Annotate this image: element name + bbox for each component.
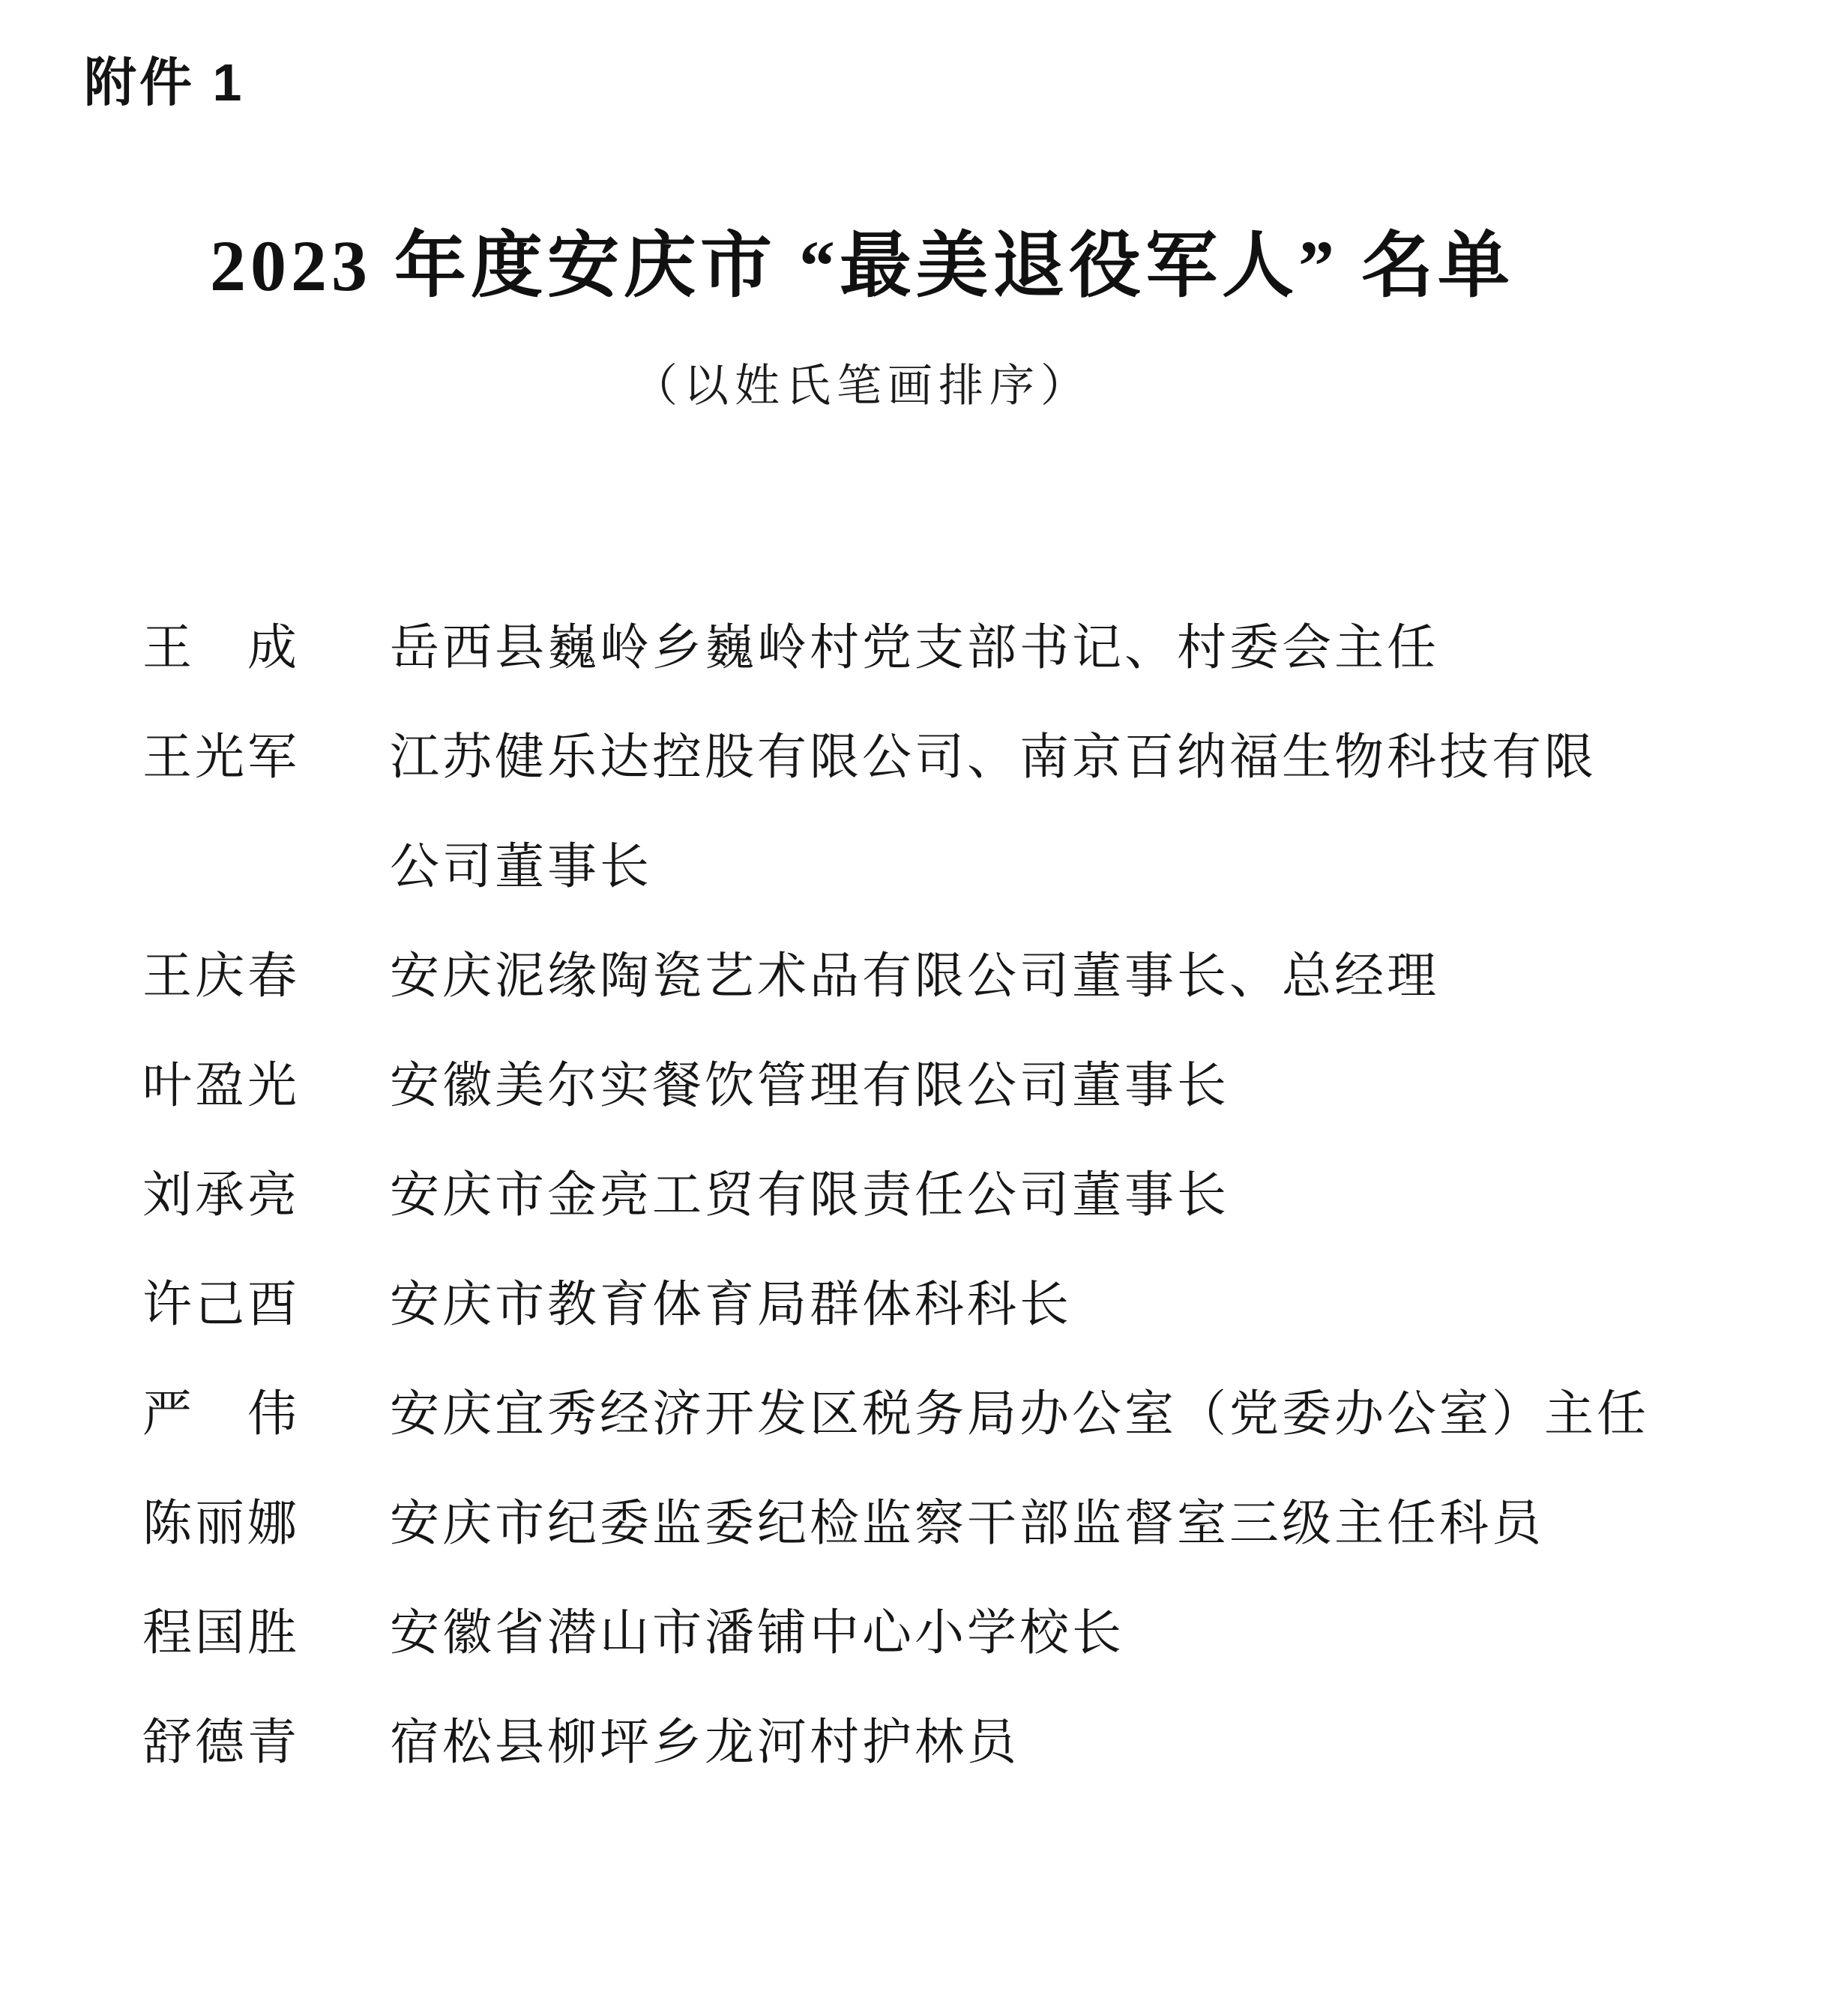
veterans-list (142, 594, 1826, 1798)
list-item (142, 1579, 1826, 1688)
veteran-position (390, 594, 1826, 703)
veteran-position (390, 1251, 1826, 1360)
list-item (142, 1360, 1826, 1469)
veteran-name: 王光军 (142, 730, 300, 785)
veteran-position (390, 1141, 1826, 1251)
list-item (142, 1251, 1826, 1360)
veteran-name: 叶盈光 (142, 1059, 300, 1113)
position-line: 宿松县柳坪乡龙河村护林员 (390, 1715, 1019, 1770)
position-line: 公司董事长 (390, 840, 652, 894)
list-item (142, 1469, 1826, 1579)
position-line: 安庆市金亮工贸有限责任公司董事长 (390, 1168, 1229, 1223)
veteran-position (390, 922, 1826, 1032)
veteran-position (390, 1688, 1826, 1798)
veteran-name: 王庆春 (142, 949, 300, 1004)
veteran-name: 舒德青 (142, 1715, 300, 1770)
veteran-name: 程国胜 (142, 1606, 300, 1661)
position-line: 安徽省潜山市潘铺中心小学校长 (390, 1606, 1124, 1661)
veteran-name: 严 伟 (142, 1387, 300, 1442)
list-item (142, 1688, 1826, 1798)
position-line: 岳西县巍岭乡巍岭村党支部书记、村委会主任 (390, 621, 1439, 675)
veteran-position (390, 1032, 1826, 1141)
position-line: 安庆市教育体育局群体科科长 (390, 1278, 1072, 1332)
veteran-name: 许己酉 (142, 1278, 300, 1332)
list-item (142, 922, 1826, 1032)
list-item (142, 1141, 1826, 1251)
position-line: 安庆宜秀经济开发区税务局办公室（党委办公室）主任 (390, 1387, 1649, 1442)
list-item (142, 594, 1826, 703)
veteran-name: 王 成 (142, 621, 300, 675)
veteran-name: 陈丽娜 (142, 1496, 300, 1551)
position-line: 安庆泥缘陶瓷艺术品有限公司董事长、总经理 (390, 949, 1439, 1004)
document-header (0, 221, 1724, 418)
page-subtitle: （以姓氏笔画排序） (633, 361, 1091, 411)
veteran-position (390, 703, 1826, 922)
page-title: 2023 年度安庆市 “最美退役军人” 名单 (210, 226, 1514, 306)
position-line: 安徽美尔实餐饮管理有限公司董事长 (390, 1059, 1229, 1113)
veteran-name: 刘承亮 (142, 1168, 300, 1223)
veteran-position (390, 1579, 1826, 1688)
position-line: 安庆市纪委监委纪检监察干部监督室三级主任科员 (390, 1496, 1544, 1551)
attachment-label: 附件 1 (84, 53, 245, 112)
list-item (142, 703, 1826, 922)
list-item (142, 1032, 1826, 1141)
veteran-position (390, 1360, 1826, 1469)
veteran-position (390, 1469, 1826, 1579)
position-line: 江苏健乐达控股有限公司、南京百纳福生物科技有限 (390, 730, 1597, 785)
